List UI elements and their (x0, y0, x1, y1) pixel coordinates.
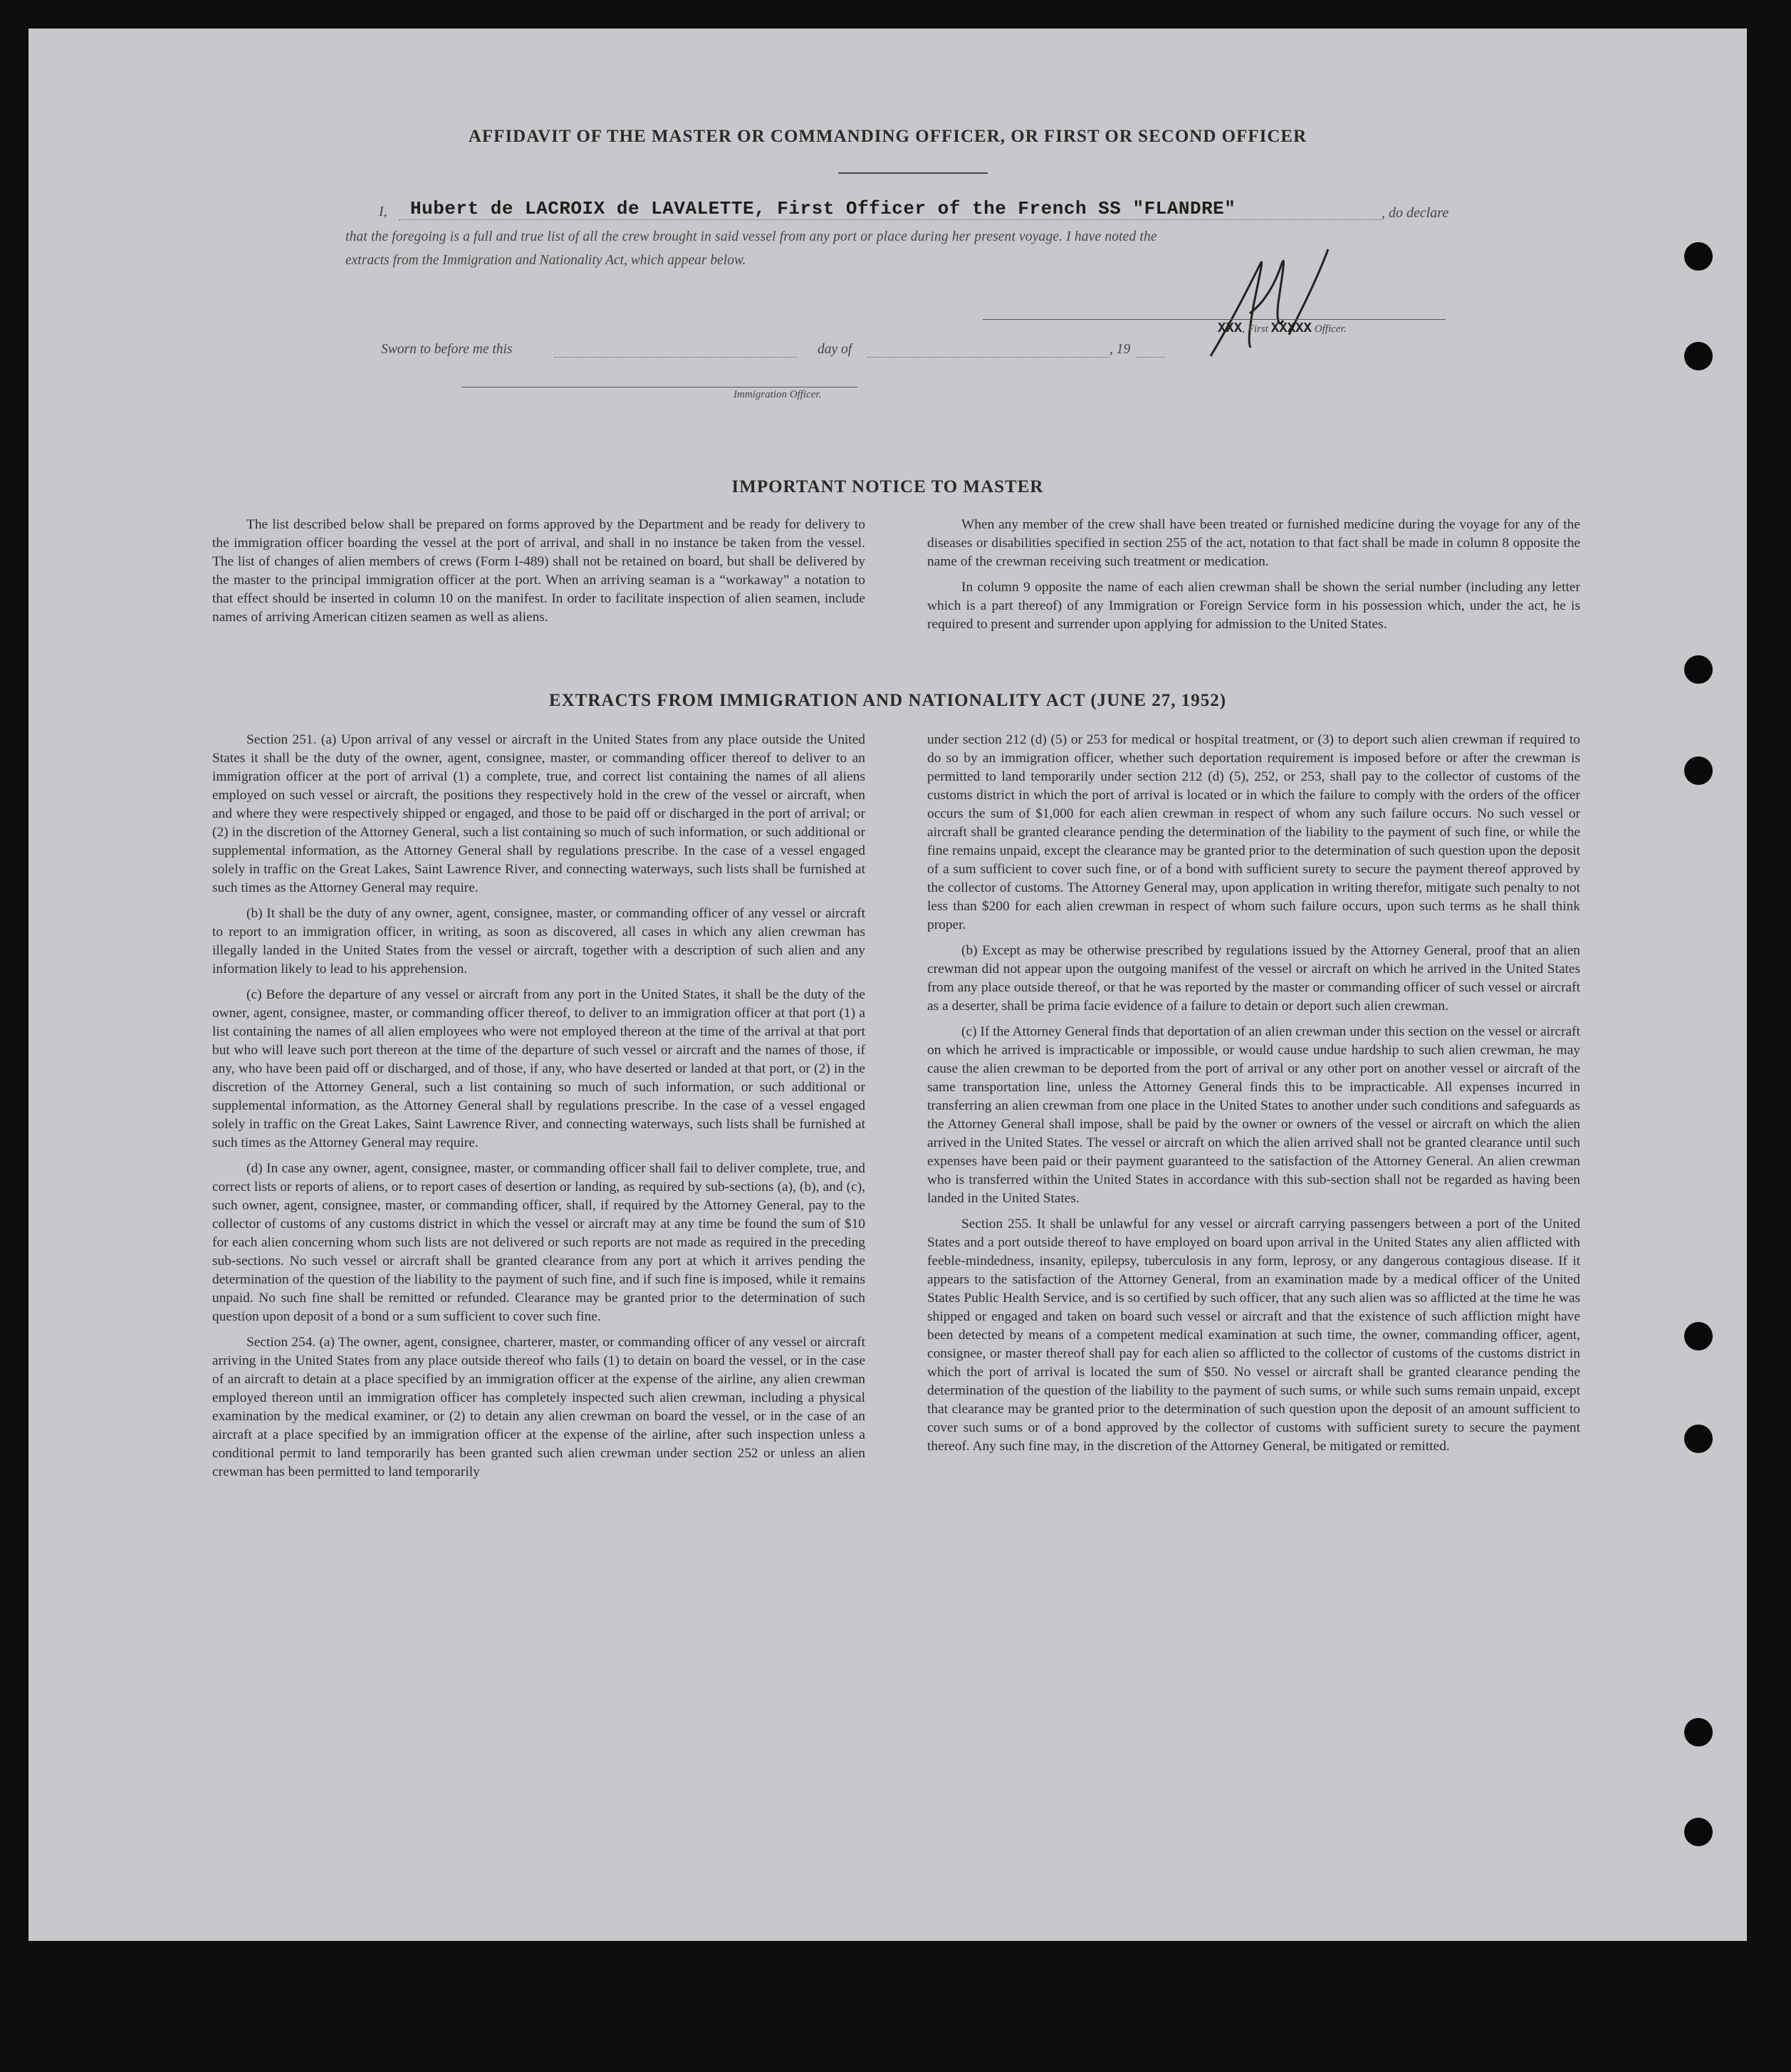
punch-hole (1684, 1322, 1713, 1350)
immigration-officer-label: Immigration Officer. (733, 389, 822, 400)
sworn-blank-month (867, 357, 1109, 358)
affidavit-prefix: I, (379, 204, 387, 219)
sworn-blank-year (1137, 357, 1165, 358)
officer-typed-rank: XXX (1218, 321, 1243, 336)
extract-sec251c: (c) Before the departure of any vessel or aircraft from any port in the United States, it shall be the duty of the owner, agent, consignee, master, or commanding officer thereof, to deliver to an immigration officer at that port (1) a list containing the names of all alien employees who were not employed thereon at the time of the arrival at that port but who will leave such port thereon at the time of the departure of such vessel or aircraft and the names of those, if any, who have been paid off or discharged, and of those, if any, who have deserted or landed at that port, or (2) in the discretion of the Attorney General, such a list containing so much of such information, or such additional or supplemental information, as the Attorney General shall by regulations prescribe. In the case of a vessel engaged solely in traffic on the Great Lakes, Saint Lawrence River, and connecting waterways, such lists shall be furnished at such times as the Attorney General may require. (212, 987, 865, 1150)
punch-hole (1684, 342, 1713, 370)
notice-left-column (212, 516, 865, 634)
do-declare-text: , do declare (1382, 205, 1449, 221)
punch-hole (1684, 1425, 1713, 1453)
extract-sec254c: (c) If the Attorney General finds that deportation of an alien crewman under this section on the vessel or aircraft on which he arrived is impracticable or impossible, or would cause undue hardship to such alien crewman, he may cause the alien crewman to be deported from the port of arrival or any other port on another vessel or aircraft of the same transportation line, unless the Attorney General finds this to be impracticable. All expenses incurred in transferring an alien crewman from one place in the United States to another under such conditions and safeguards as the Attorney General shall impose, shall be paid by the owner or owners of the vessel or aircraft on which the alien arrived in the United States. The vessel or aircraft on which the alien arrived shall not be granted clearance until such expenses have been paid or their payment guaranteed to the satisfaction of the Attorney General. An alien crewman who is transferred within the United States in accordance with this sub-section shall not be regarded as having been landed in the United States. (927, 1024, 1580, 1206)
extract-sec251d: (d) In case any owner, agent, consignee, master, or commanding officer shall fail to deliver complete, true, and correct lists or reports of aliens, or to report cases of desertion or landing, as required by sub-sections (a), (b), and (c), such owner, agent, consignee, master, or commanding officer, shall, if required by the Attorney General, pay to the collector of customs of any customs district in which the vessel or aircraft may at any time be found the sum of $10 for each alien concerning whom such lists are not delivered or such reports are not made as required in the preceding sub-sections. No such vessel or aircraft shall be granted clearance from any port at which it arrives pending the determination of the question of the liability to the payment of such fine, and if such fine is imposed, while it remains unpaid. No such fine shall be remitted or refunded. Clearance may be granted prior to the determination of such question upon deposit of a bond or a sum sufficient to cover such fine. (212, 1161, 865, 1324)
affidavit-line-3: extracts from the Immigration and Nationality Act, which appear below. (345, 253, 746, 268)
sworn-blank-day (554, 357, 798, 358)
day-of-text: day of (818, 342, 852, 357)
notice-right-paragraph-2: In column 9 opposite the name of each alien crewman shall be shown the serial number (including any letter which is a part thereof) of any Immigration or Foreign Service form in his possession which, under the act, he is required to present and surrender upon applying for admission to the United States. (927, 580, 1580, 632)
year-text: , 19 (1109, 342, 1131, 357)
document-page (28, 28, 1747, 1941)
officer-title-row (1218, 321, 1347, 336)
punch-hole (1684, 1718, 1713, 1746)
extract-sec254b: (b) Except as may be otherwise prescribed by regulations issued by the Attorney General, proof that an alien crewman did not appear upon the outgoing manifest of the vessel or aircraft on which he arrived in the United States from any place outside thereof, or that he was reported by the master or commanding officer of such vessel or aircraft as a deserter, shall be prima facie evidence of a failure to detain or deport such alien crewman. (927, 943, 1580, 1014)
declarant-name: Hubert de LACROIX de LAVALETTE, First Officer of the French SS "FLANDRE" (410, 198, 1236, 219)
punch-hole (1684, 655, 1713, 684)
punch-hole (1684, 756, 1713, 785)
signature (1182, 235, 1367, 370)
declarant-line (399, 219, 1382, 220)
notice-right-paragraph-1: When any member of the crew shall have been treated or furnished medicine during the voyage for any of the diseases or disabilities specified in section 255 of the act, notation to that fact shall be made in column 8 opposite the name of the crewman receiving such treatment or medication. (927, 517, 1580, 569)
extracts-title: EXTRACTS FROM IMMIGRATION AND NATIONALITY ACT (JUNE 27, 1952) (548, 691, 1227, 710)
extract-sec251b: (b) It shall be the duty of any owner, agent, consignee, master, or commanding officer of any vessel or aircraft to report to an immigration officer, in writing, as soon as discovered, all cases in which any alien crewman has illegally landed in the United States from the vessel or aircraft, together with a description of such alien and any information likely to lead to his apprehension. (212, 906, 865, 977)
extract-sec254a: Section 254. (a) The owner, agent, consignee, charterer, master, or commanding officer of any vessel or aircraft arriving in the United States from any place outside thereof who fails (1) to detain on board the vessel, or in the case of an aircraft to detain at a place specified by an immigration officer at the expense of the airline, any alien crewman employed thereon until an immigration officer has completely inspected such alien crewman, including a physical examination by the medical examiner, or (2) to detain any alien crewman on board the vessel, or in the case of an aircraft at a place specified by an immigration officer at the expense of the airline, after such inspection unless a conditional permit to land temporarily has been granted such alien crewman under section 252 or unless an alien crewman has been permitted to land temporarily (212, 1335, 865, 1479)
notice-right-column (927, 516, 1580, 641)
notice-title: IMPORTANT NOTICE TO MASTER (731, 477, 1044, 496)
affidavit-line-2: that the foregoing is a full and true list of all the crew brought in said vessel from any port or place during her present voyage. I have noted the (345, 229, 1157, 244)
title-underline (838, 172, 988, 174)
extract-sec254a-cont: under section 212 (d) (5) or 253 for medical or hospital treatment, or (3) to deport such alien crewman if required to do so by an immigration officer, whether such deportation requirement is imposed before or after the crewman is permitted to land temporarily under section 212 (d) (5), 252, or 253, shall pay to the collector of customs of the customs district in which the port of arrival is located or in which the failure to comply with the orders of the officer occurs the sum of $1,000 for each alien crewman in respect of whom any such failure occurs. No such vessel or aircraft shall be granted clearance pending the determination of the liability to the payment of such fine, or while the fine remains unpaid, except the clearance may be granted prior to the determination of such question upon the deposit of a sum sufficient to cover such fine, or of a bond with sufficient surety to secure the payment thereof approved by the collector of customs. The Attorney General may, upon application in writing therefor, mitigate such penalty to not less than $200 for each alien crewman in respect of whom such failure occurs, upon such terms as he shall think proper. (927, 732, 1580, 932)
officer-line (983, 319, 1446, 320)
notice-left-paragraph: The list described below shall be prepared on forms approved by the Department and be ready for delivery to the immigration officer boarding the vessel at the port of arrival, and shall in no instance be taken from the vessel. The list of changes of alien members of crews (Form I-489) shall not be retained on board, but shall be delivered by the master to the principal immigration officer at the port. When an arriving seaman is a “workaway” a notation to that effect should be inserted in column 10 on the manifest. In order to facilitate inspection of alien seamen, include names of arriving American citizen seamen as well as aliens. (212, 517, 865, 625)
extracts-right-column (927, 731, 1580, 1463)
officer-first-label: , First (1242, 323, 1268, 335)
punch-hole (1684, 242, 1713, 271)
sworn-text: Sworn to before me this (381, 342, 513, 357)
affidavit-title: AFFIDAVIT OF THE MASTER OR COMMANDING OFFICER, OR FIRST OR SECOND OFFICER (468, 127, 1307, 146)
officer-typed-name: XXXXX (1270, 321, 1312, 336)
extract-sec255: Section 255. It shall be unlawful for any vessel or aircraft carrying passengers between a port of the United States and a port outside thereof to have employed on board upon arrival in the United States any alien afflicted with feeble-mindedness, insanity, epilepsy, tuberculosis in any form, leprosy, or any dangerous contagious disease. If it appears to the satisfaction of the Attorney General, from an examination made by a medical officer of the United States Public Health Service, and is so certified by such officer, that any such alien was so afflicted at the time he was shipped or engaged and taken on board such vessel or aircraft and that the existence of such affliction might have been detected by means of a competent medical examination at such time, the owner, commanding officer, agent, consignee, or master thereof shall pay for each alien so afflicted to the collector of customs of the customs district in which the port of arrival is located the sum of $50. No vessel or aircraft shall be granted clearance pending the determination of the question of the liability to the payment of such sums, or while such sums remain unpaid, except that clearance may be granted prior to the determination of such question upon the deposit of an amount sufficient to cover such sums or of a bond approved by the collector of customs with sufficient surety to secure the payment thereof. Any such fine may, in the discretion of the Attorney General, be mitigated or remitted. (927, 1217, 1580, 1454)
extracts-left-column (212, 731, 865, 1489)
officer-label: Officer. (1314, 323, 1347, 335)
punch-hole (1684, 1818, 1713, 1846)
extract-sec251a: Section 251. (a) Upon arrival of any vessel or aircraft in the United States from any place outside the United States it shall be the duty of the owner, agent, consignee, master, or commanding officer thereof to deliver to an immigration officer at the port of arrival (1) a complete, true, and correct list containing the names of all aliens employed on such vessel or aircraft, the positions they respectively hold in the crew of the vessel or aircraft, when and where they were respectively shipped or engaged, and those to be paid off or discharged in the port of arrival; or (2) in the discretion of the Attorney General, such a list containing so much of such information, or such additional or supplemental information, as the Attorney General shall by regulations prescribe. In the case of a vessel engaged solely in traffic on the Great Lakes, Saint Lawrence River, and connecting waterways, such lists shall be furnished at such times as the Attorney General may require. (212, 732, 865, 895)
